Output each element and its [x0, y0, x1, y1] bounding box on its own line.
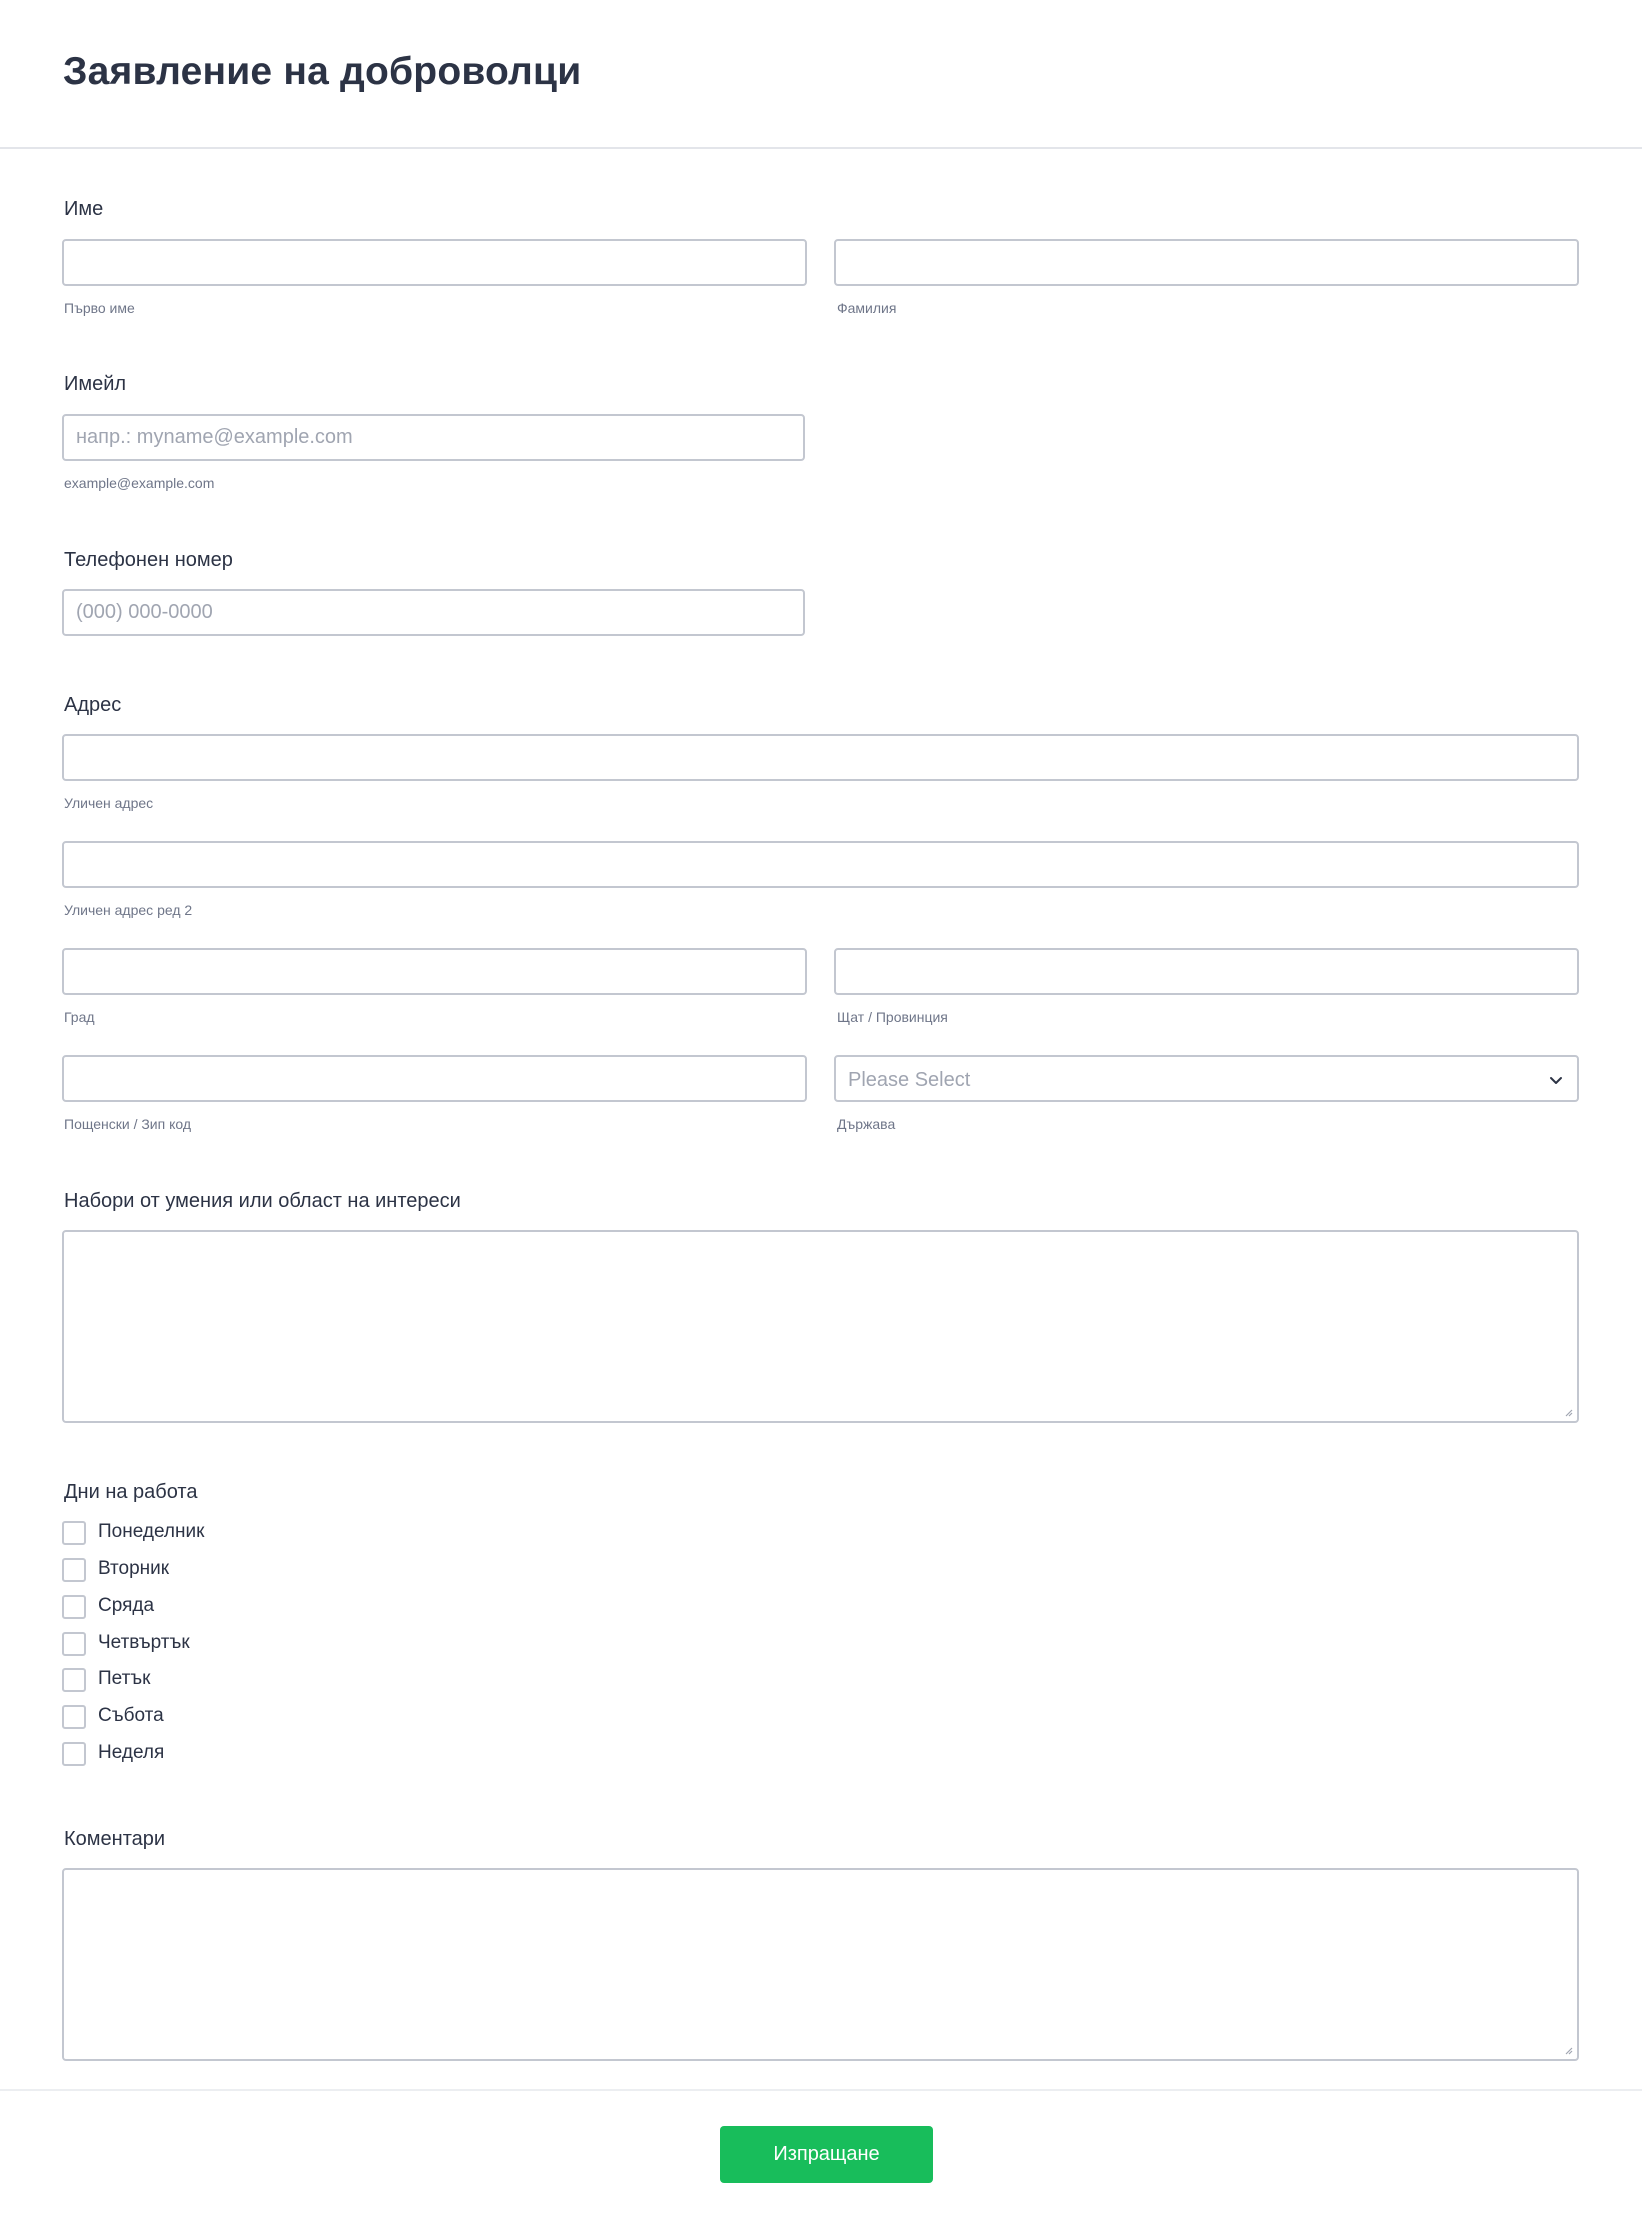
phone-label: Телефонен номер [64, 549, 233, 571]
checkbox-label: Сряда [98, 1595, 155, 1616]
first-name-sublabel: Първо име [64, 300, 135, 316]
email-sublabel: example@example.com [64, 475, 215, 491]
address-label: Адрес [64, 694, 122, 716]
checkbox[interactable] [62, 1632, 86, 1656]
state-input[interactable] [834, 948, 1579, 995]
name-label: Име [64, 198, 104, 220]
city-sublabel: Град [64, 1009, 95, 1025]
checkbox[interactable] [62, 1742, 86, 1766]
zip-code-sublabel: Пощенски / Зип код [64, 1116, 192, 1132]
phone-field[interactable] [62, 589, 805, 636]
checkbox-label: Петък [98, 1668, 151, 1689]
street-address-input[interactable] [62, 734, 1579, 781]
chevron-down-icon [1547, 1071, 1565, 1089]
street-address-line2-input[interactable] [62, 841, 1579, 888]
checkbox-label: Четвъртък [98, 1632, 190, 1653]
resize-grip-icon[interactable] [1563, 1407, 1573, 1417]
city-input[interactable] [62, 948, 807, 995]
country-sublabel: Държава [837, 1116, 896, 1132]
days-label: Дни на работа [64, 1481, 198, 1503]
street-address-sublabel: Уличен адрес [64, 795, 154, 811]
country-select-value: Please Select [848, 1069, 971, 1091]
street-address-line2-sublabel: Уличен адрес ред 2 [64, 902, 193, 918]
first-name-input[interactable] [62, 239, 807, 286]
skills-label: Набори от умения или област на интереси [64, 1190, 461, 1212]
page-title: Заявление на доброволци [63, 50, 582, 93]
checkbox-label: Събота [98, 1705, 164, 1726]
email-field[interactable] [62, 414, 805, 461]
email-label: Имейл [64, 373, 127, 395]
checkbox[interactable] [62, 1595, 86, 1619]
skills-textarea[interactable] [62, 1230, 1579, 1423]
zip-code-input[interactable] [62, 1055, 807, 1102]
checkbox[interactable] [62, 1705, 86, 1729]
submit-button[interactable]: Изпращане [720, 2126, 933, 2183]
comments-textarea[interactable] [62, 1868, 1579, 2061]
last-name-input[interactable] [834, 239, 1579, 286]
state-sublabel: Щат / Провинция [837, 1009, 948, 1025]
checkbox[interactable] [62, 1558, 86, 1582]
checkbox-label: Неделя [98, 1742, 165, 1763]
checkbox[interactable] [62, 1521, 86, 1545]
resize-grip-icon[interactable] [1563, 2045, 1573, 2055]
last-name-sublabel: Фамилия [837, 300, 897, 316]
form-header [0, 0, 1642, 149]
checkbox-label: Вторник [98, 1558, 170, 1579]
checkbox-label: Понеделник [98, 1521, 205, 1542]
country-select[interactable] [834, 1055, 1579, 1102]
checkbox[interactable] [62, 1668, 86, 1692]
comments-label: Коментари [64, 1828, 166, 1850]
